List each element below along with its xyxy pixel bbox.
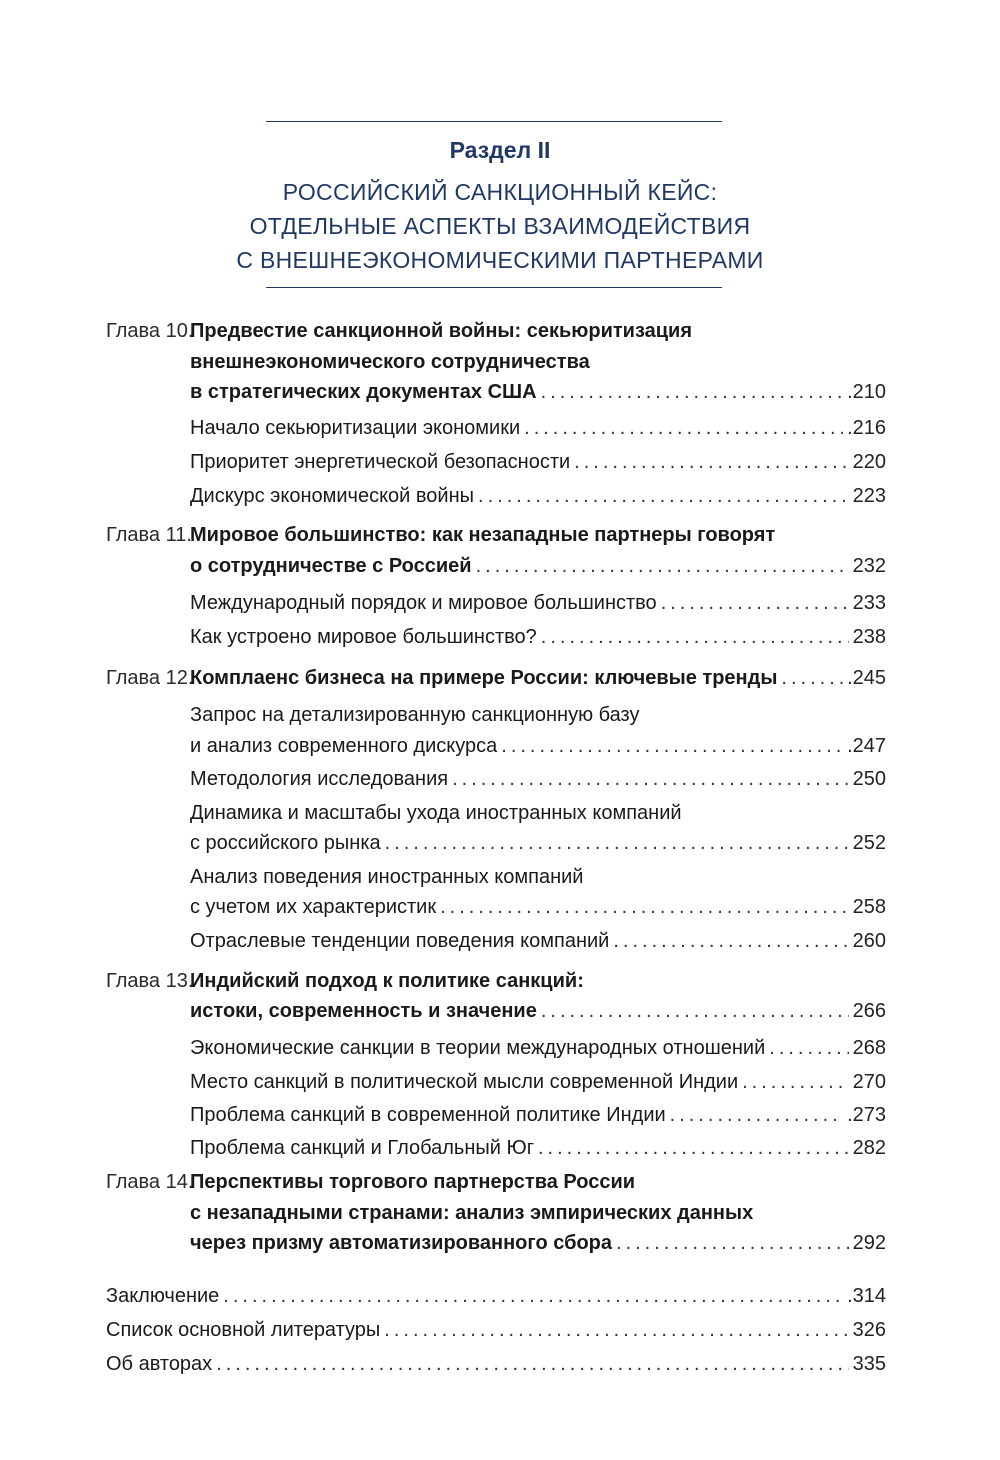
toc-entry-subsection[interactable] <box>190 413 886 443</box>
chapter-title-line: о сотрудничестве с Россией <box>190 555 472 577</box>
page-number: 258 <box>852 896 886 918</box>
section-title-line: С ВНЕШНЕЭКОНОМИЧЕСКИМИ ПАРТНЕРАМИ <box>236 247 764 273</box>
back-matter-title: Об авторах <box>106 1353 213 1375</box>
page-number: 270 <box>852 1071 886 1093</box>
subsection-title: Дискурс экономической войны <box>190 485 475 507</box>
section-title-line: РОССИЙСКИЙ САНКЦИОННЫЙ КЕЙС: <box>282 179 718 205</box>
subsection-title: с учетом их характеристик <box>190 896 437 918</box>
page-number: 250 <box>852 768 886 790</box>
leader-dots <box>524 413 843 443</box>
toc-entry-subsection[interactable] <box>190 892 886 922</box>
page-number: 232 <box>852 555 886 577</box>
leader-dots <box>616 1228 849 1258</box>
chapter-number: Глава 13. <box>106 970 194 992</box>
chapter-title-line: через призму автоматизированного сбора <box>190 1232 613 1254</box>
leader-dots <box>541 622 849 652</box>
leader-dots <box>216 1349 848 1379</box>
leader-dots <box>781 663 843 693</box>
toc-entry-subsection[interactable] <box>190 1100 886 1130</box>
leader-dots <box>476 551 849 581</box>
page-number: 282 <box>852 1137 886 1159</box>
subsection-title: Как устроено мировое большинство? <box>190 626 537 648</box>
subsection-title: Отраслевые тенденции поведения компаний <box>190 930 610 952</box>
toc-entry-subsection[interactable] <box>190 828 886 858</box>
top-divider <box>266 121 722 122</box>
section-title-line: ОТДЕЛЬНЫЕ АСПЕКТЫ ВЗАИМОДЕЙСТВИЯ <box>249 213 751 239</box>
page-number: 252 <box>852 832 886 854</box>
leader-dots <box>538 1133 849 1163</box>
subsection-title: Экономические санкции в теории международных отношений <box>190 1037 766 1059</box>
page-number: 268 <box>852 1037 886 1059</box>
page-number: .245 <box>847 667 886 689</box>
back-matter-title: Список основной литературы <box>106 1319 381 1341</box>
toc-entry-back-matter[interactable] <box>106 1315 886 1345</box>
page-number: 326 <box>852 1319 886 1341</box>
bottom-divider <box>266 287 722 288</box>
toc-entry-chapter[interactable] <box>190 1228 886 1258</box>
toc-entry-subsection[interactable] <box>190 731 886 761</box>
toc-entry-subsection[interactable] <box>190 926 886 956</box>
subsection-title: Анализ поведения иностранных компаний <box>190 866 584 888</box>
leader-dots <box>670 1100 843 1130</box>
chapter-number: Глава 11. <box>106 524 192 546</box>
toc-entry-back-matter[interactable] <box>106 1281 886 1311</box>
page-number: 220 <box>852 451 886 473</box>
leader-dots <box>541 377 843 407</box>
chapter-title-line: Предвестие санкционной войны: секьюритизация <box>190 320 693 342</box>
toc-entry-chapter[interactable] <box>190 663 886 693</box>
chapter-title-line: в стратегических документах США <box>190 381 537 403</box>
toc-entry-subsection[interactable] <box>190 447 886 477</box>
subsection-title: Динамика и масштабы ухода иностранных компаний <box>190 802 682 824</box>
chapter-number: Глава 12. <box>106 667 194 689</box>
toc-entry-subsection[interactable] <box>190 1067 886 1097</box>
page-number: .216 <box>847 417 886 439</box>
page-number: .210 <box>847 381 886 403</box>
page-number: 233 <box>852 592 886 614</box>
leader-dots <box>452 764 849 794</box>
chapter-title-line: Индийский подход к политике санкций: <box>190 970 584 992</box>
chapter-title-line: с незападными странами: анализ эмпирических данных <box>190 1202 754 1224</box>
page-number: 335 <box>852 1353 886 1375</box>
subsection-title: Проблема санкций и Глобальный Юг <box>190 1137 534 1159</box>
chapter-title-line: истоки, современность и значение <box>190 1000 537 1022</box>
page-number: .273 <box>847 1104 886 1126</box>
subsection-title: Начало секьюритизации экономики <box>190 417 521 439</box>
page-number: 238 <box>852 626 886 648</box>
toc-entry-chapter[interactable] <box>190 996 886 1026</box>
chapter-title-line: Мировое большинство: как незападные партнеры говорят <box>190 524 776 546</box>
back-matter-title: Заключение <box>106 1285 220 1307</box>
toc-entry-subsection[interactable] <box>190 1133 886 1163</box>
toc-entry-back-matter[interactable] <box>106 1349 886 1379</box>
leader-dots <box>541 996 849 1026</box>
page-number: 292 <box>852 1232 886 1254</box>
subsection-title: Приоритет энергетической безопасности <box>190 451 571 473</box>
subsection-title: Запрос на детализированную санкционную базу <box>190 704 640 726</box>
toc-entry-subsection[interactable] <box>190 588 886 618</box>
chapter-title-line: внешнеэкономического сотрудничества <box>190 351 590 373</box>
subsection-title: Международный порядок и мировое большинство <box>190 592 657 614</box>
page-number: 266 <box>852 1000 886 1022</box>
section-title <box>0 175 1000 277</box>
leader-dots <box>574 447 848 477</box>
chapter-title-line: Комплаенс бизнеса на примере России: ключевые тренды <box>190 667 778 689</box>
chapter-title-line: Перспективы торгового партнерства России <box>190 1171 636 1193</box>
toc-entry-chapter[interactable] <box>190 377 886 407</box>
subsection-title: с российского рынка <box>190 832 381 854</box>
toc-entry-subsection[interactable] <box>190 1033 886 1063</box>
page-number: 223 <box>852 485 886 507</box>
leader-dots <box>742 1067 849 1097</box>
toc-entry-subsection[interactable] <box>190 481 886 511</box>
chapter-number: Глава 10. <box>106 320 194 342</box>
section-label: Раздел II <box>449 137 551 163</box>
toc-entry-subsection[interactable] <box>190 622 886 652</box>
toc-entry-chapter[interactable] <box>190 551 886 581</box>
leader-dots <box>385 828 849 858</box>
chapter-number: Глава 14. <box>106 1171 194 1193</box>
leader-dots <box>501 731 843 761</box>
subsection-title: Методология исследования <box>190 768 449 790</box>
leader-dots <box>478 481 849 511</box>
leader-dots <box>223 1281 843 1311</box>
page-number: 260 <box>852 930 886 952</box>
subsection-title: Проблема санкций в современной политике Индии <box>190 1104 666 1126</box>
leader-dots <box>769 1033 848 1063</box>
page-number: .247 <box>847 735 886 757</box>
leader-dots <box>661 588 849 618</box>
subsection-title: и анализ современного дискурса <box>190 735 498 757</box>
leader-dots <box>613 926 848 956</box>
leader-dots <box>440 892 849 922</box>
subsection-title: Место санкций в политической мысли современной Индии <box>190 1071 739 1093</box>
page-number: .314 <box>847 1285 886 1307</box>
toc-entry-subsection[interactable] <box>190 764 886 794</box>
leader-dots <box>384 1315 848 1345</box>
